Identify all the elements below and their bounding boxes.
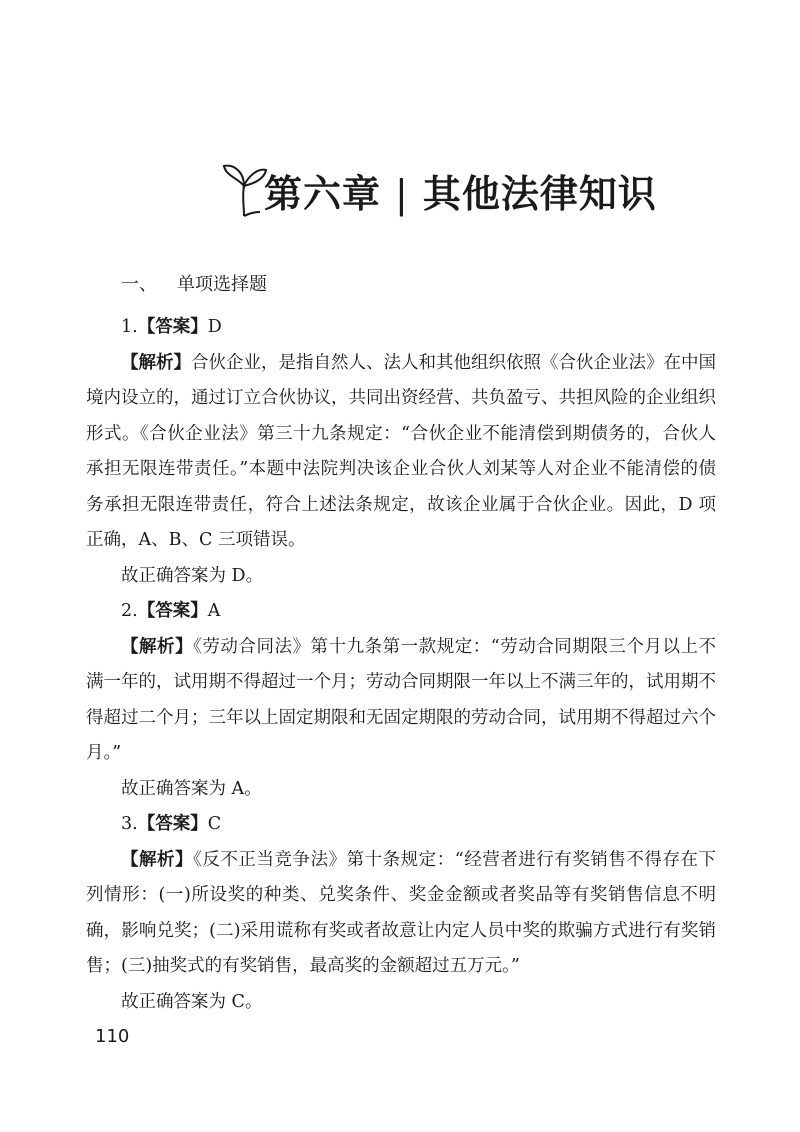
analysis-text: 《劳动合同法》第十九条第一款规定：“劳动合同期限三个月以上不满一年的，试用期不得超过一个月；劳动合同期限一年以上不满三年的，试用期不得超过二个月；三年以上固定期限和无固定期限的劳动合同，试用期不得超过六个月。” xyxy=(86,636,717,763)
section-heading xyxy=(121,270,267,296)
section-number: 一、 xyxy=(121,274,157,295)
sprout-icon xyxy=(220,156,268,218)
conclusion-line: 故正确答案为 A。 xyxy=(121,778,262,799)
answer-label: 【答案】 xyxy=(137,601,208,621)
answer-label: 【答案】 xyxy=(137,317,208,337)
conclusion-line: 故正确答案为 D。 xyxy=(121,565,264,586)
chapter-heading xyxy=(220,150,657,230)
analysis-label: 【解析】 xyxy=(121,636,194,657)
answer-value: A xyxy=(207,601,221,621)
chapter-title: 其他法律知识 xyxy=(422,171,657,216)
answer-value: D xyxy=(207,317,222,337)
answer-line xyxy=(86,594,716,630)
analysis-paragraph xyxy=(86,630,716,772)
page-number: 110 xyxy=(95,1026,130,1047)
chapter-number: 第六章 xyxy=(264,171,382,216)
answer-value: C xyxy=(207,814,222,834)
chapter-separator: | xyxy=(395,171,409,216)
answers-body xyxy=(86,310,716,1020)
question-number: 1. xyxy=(121,317,138,337)
question-number: 2. xyxy=(121,601,138,621)
conclusion-line: 故正确答案为 C。 xyxy=(121,991,263,1012)
answer-line xyxy=(86,310,716,346)
question-number: 3. xyxy=(121,814,138,834)
section-title: 单项选择题 xyxy=(177,274,267,295)
analysis-paragraph xyxy=(86,346,716,559)
analysis-text: 合伙企业，是指自然人、法人和其他组织依照《合伙企业法》在中国境内设立的，通过订立合伙协议，共同出资经营、共负盈亏、共担风险的企业组织形式。《合伙企业法》第三十九条规定：“合伙企业不能清偿到期债务的，合伙人承担无限连带责任。”本题中法院判决该企业合伙人刘某等人对企业不能清偿的债务承担无限连带责任，符合上述法条规定，故该企业属于合伙企业。因此，D 项正确，A、B、C 三项错误。 xyxy=(86,352,716,550)
analysis-label: 【解析】 xyxy=(121,849,194,870)
analysis-label: 【解析】 xyxy=(121,352,191,373)
analysis-text: 《反不正当竞争法》第十条规定：“经营者进行有奖销售不得存在下列情形：(一)所设奖的种类、兑奖条件、奖金金额或者奖品等有奖销售信息不明确，影响兑奖；(二)采用谎称有奖或者故意让内定人员中奖的欺骗方式进行有奖销售；(三)抽奖式的有奖销售，最高奖的金额超过五万元。” xyxy=(86,849,717,976)
answer-label: 【答案】 xyxy=(137,814,208,834)
analysis-paragraph xyxy=(86,843,716,985)
answer-line xyxy=(86,807,716,843)
